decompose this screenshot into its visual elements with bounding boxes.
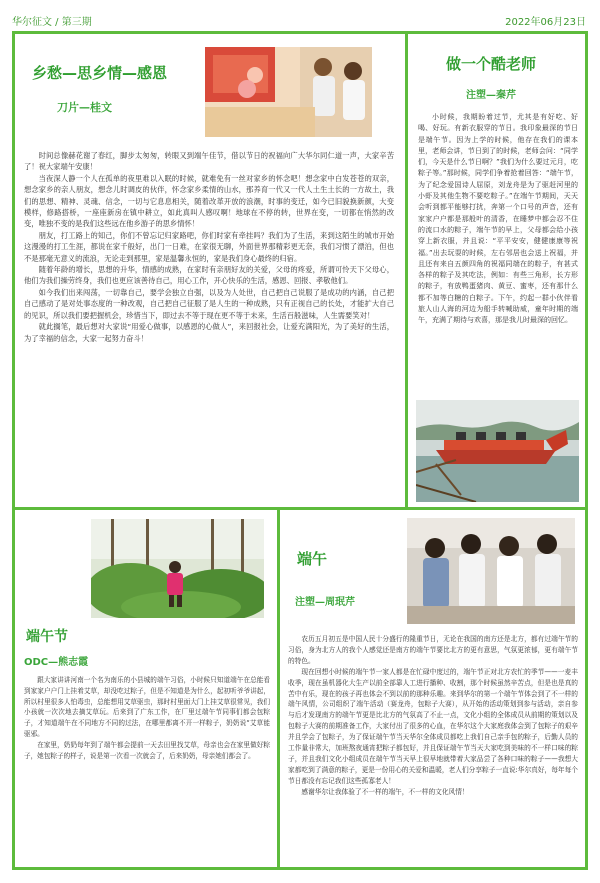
article2-author: 注塑—秦芹 [466, 90, 516, 101]
article1-paragraph: 朋友，打工路上的知己，你们不曾忘记归家路吧，你们时家有牵挂吗？我们为了生活，来到这陌生的城市开始这漫漫的打工生涯，都说在家千般好，出门一日难，在家很无聊，外面世界那精彩更无奈，我们习惯了漂泊，但也不是那毫无意义的流浪，无论走到那里，家是温馨永恒的，家是我们身心最终的归宿。 [24, 230, 394, 263]
article1-photo [205, 47, 372, 137]
article1-paragraph: 当夜深人静一个人在孤单的夜里难以入眠的时候，就难免有一丝对家乡的怀念吧！想念家中白发苍苍的双亲，想念家乡的亲人朋友，想念儿时调皮的伙伴，怀念家乡柔情的山水，那养育一代又一代人土生土长的一方故土，我们的思想、精神、灵魂、信念，一切与它息息相关，随着改革开放的浪潮，时事的变迁，如今已旧貌换新颜，大变模样，修路搭桥，一座座新房在镇中耕立，如此真叫人感叹啊！地球在不停的转，世界在变，一切都在悄然的改变，唯独不变的是我们这些远在他乡游子的思乡情怀！ [24, 173, 394, 229]
article3-body [24, 675, 270, 761]
article4-photo [407, 518, 575, 624]
newsletter-issue: 华尔征文 / 第三期 [12, 17, 92, 28]
article4-paragraph: 感谢华尔让我体验了不一样的端午，不一样的文化风情！ [301, 787, 469, 796]
article4-author: 注塑—周珉芹 [295, 597, 355, 608]
article1-paragraph: 时间总像赫花谢了春红，脚步太匆匆，转眼又到端午佳节，借以节日的祝福向广大华尔同仁道一声，大家辛苦了！祝大家端午安康！ [24, 151, 394, 172]
mugwort-field-photo-icon [91, 519, 264, 618]
colleagues-photo-icon [205, 47, 372, 137]
article3-photo [91, 519, 264, 618]
article1-paragraph: 如今我们出来闯荡，一切靠自己，要学会独立自强，以及为人处世，自己把自己说服了是成功的内涵，自己把自己感动了是对处事态度的一种改观，自己把自己征服了是人生的一种成熟，只有正视自己的长处，才能扩大自己的见识，所以我们要把握机会，珍惜当下，即过去不等于现在更不等于未来，生活百般滋味，人生需要笑对！ [24, 287, 394, 320]
article1-paragraph: 随着年龄的增长，思想的升华，情感的成熟，在家时有亲朋好友的关爱，父母的疼爱，所谓可怜天下父母心，他们为我们操劳终身，我们也更应该善待自己，用心工作，开心快乐的生活，感恩、回报、孝敬他们。 [24, 265, 394, 286]
article4-paragraph: 现在回想小时候的端午节一家人都是在忙碌中度过的，端午节正对北方农忙的季节——一麦丰收季，现在虽机器化大生产以前全部靠人工进行播种、收割，那个时候虽然辛苦点，但是也是真的苦中有乐，现在的孩子再也体会不到以前的那种乐趣。来到华尔的第一个端午节体会到了不一样的端午风情，公司组织了端午活动（赛龙舟，包粽子大赛），从开始的活动策划到参与活动，亲自参与后才发现南方的端午节更是比北方的气氛高了不止一点，文化小组的全体成员从前期的策划以及包粽子大赛的前期准备工作，大家付出了很多的心血，在华尔这个大家庭我体会到了包粽子的艰辛并且学会了包粽子，为了保证端午节当天华尔全体成员都吃上我们自己亲手包的粽子，后勤人员的工作量非常大，加班熬夜通宵把粽子都包好，并且保证端午节当天大家吃到美味的不一样口味的粽子，并且我们文化小组成员在端午节当天早上很早地就带着大家品尝了各种口味的粽子——我想大家都吃到了满意的粽子，更是一份用心的关爱和温暖，老人们分享粽子一直说:华尔真好，每年每个节日都没有忘记我们这些孤寡老人！ [288, 667, 578, 785]
article2-body [418, 112, 578, 327]
publish-date: 2022年06月23日 [505, 17, 586, 28]
article4-title: 端午 [297, 550, 328, 568]
article3-title: 端午节 [26, 629, 68, 645]
article3-author: ODC—熊志霞 [24, 657, 89, 668]
page-header [0, 0, 600, 30]
article2-photo [416, 400, 579, 502]
article1-author: 刀片—桂文 [57, 101, 112, 114]
article1-title: 乡愁—思乡情—感恩 [32, 64, 168, 82]
article3-paragraph: 跟大家讲讲河南一个名为南乐的小县城的端午习俗，小时候只知道端午在总能看到家家户户门上挂着艾草，却没吃过粽子，但是不知道是为什么，起初听爷爷讲起，所以村里很多人怕毒虫，总能想用艾草驱虫，那时村里面大门上挂艾草很常见，我们小孩就一次次地去摘艾草玩。后来到了广东工作，在厂里过端午节同事们都会包粽子，才知道端午在不同地方不同的过法，在哪里都离不开一样粽子，奶奶说“艾草能驱邪。 [24, 676, 270, 738]
article1-body [24, 150, 394, 344]
article4-paragraph: 农历五月初五是中国人民十分盛行的隆重节日，无论在我国的南方还是北方，都有过端午节的习俗，身为北方人的我个人感觉还是南方的端午节要比北方的更有意思，气氛更浓郁，更有端午节的特色。 [288, 635, 578, 665]
article3-paragraph: 在家里，奶奶每年到了端午都会提前一天去田里找艾草，母亲也会在家里做好粽子，她包粽子的样子，说是第一次看一次就会了，后来奶奶，母亲她们都会了。 [24, 740, 270, 760]
article4-body [288, 634, 578, 798]
article1-paragraph: 就此搁笔，最后想对大家说“用爱心做事，以感恩的心做人”，来回报社会，让爱充满阳光，为了美好的生活，为了幸福的信念，大家一起努力奋斗！ [24, 322, 394, 343]
coworkers-photo-icon [407, 518, 575, 624]
article2-paragraph: 小时候，我期盼着过节，尤其是有好吃、好喝、好玩。有新衣服穿的节日。我印象最深的节日是端午节。因为上学的时候，他存在我们的课本里，老师会讲，节日到了的时候，老师会问：“同学们，今天是什么节日啊？”我们为什么要过元月，吃粽子等。”那时候，同学们争着抢着回答：“端午节，为了纪念爱国诗人屈原，刘龙舟是为了驱赶河里的小虾及其他生物不要吃粽子。”在端午节期间，天天会听到都平能够打扰，奔第一个口号的声音，还有家家户户都是那般叶的清香，在睡梦中都会忍不住的流口水的粽子，端午节的早上，父母都会给小孩穿上新衣服，并且说：“平平安安，健健康康等祝福。”出去玩耍的时候，左右邻居也会送上祝福，并且还有来自五颜四角的祝福同端在的粽子，有甚式各样的粽子及其吃法，例如：有些三角形，长方形的粽子，有放鸭蛋猪肉、黄豆、蜜枣，还有那什么都不加等白糖的白粽子。下午，约起一群小伙伴看旅人山人海的河边为船手转喊助威，童年时期的端午，充满了期待与欢喜，那是我儿时最深的回忆。 [418, 113, 578, 325]
article2-title: 做一个酷老师 [446, 55, 537, 73]
dragon-boat-photo-icon [416, 400, 579, 502]
